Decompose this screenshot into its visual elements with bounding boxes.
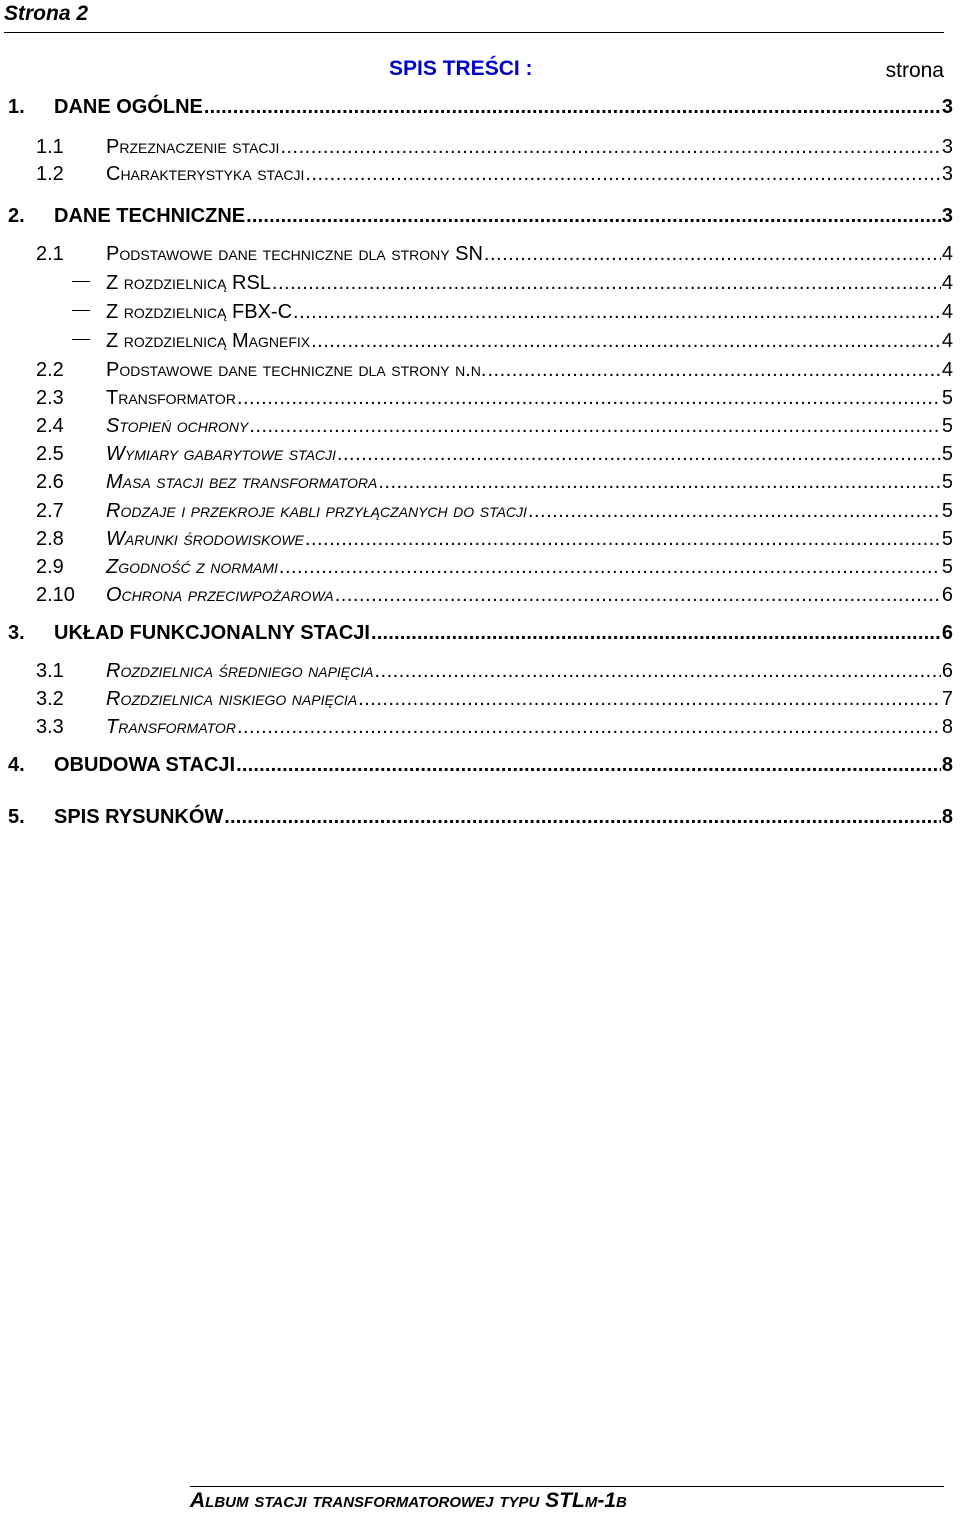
toc-leader-dots — [375, 660, 941, 683]
toc-entry-number: 1.1 — [36, 136, 64, 158]
toc-entry-title: Podstawowe dane techniczne dla strony SN — [106, 243, 483, 265]
toc-entry-number: 2.10 — [36, 584, 75, 606]
toc-entry-title: Zgodność z normami — [106, 556, 278, 578]
toc-leader-dots — [337, 443, 941, 466]
toc-entry[interactable] — [0, 584, 960, 608]
toc-leader-dots — [305, 528, 941, 551]
toc-entry-page: 8 — [941, 806, 953, 828]
toc-entry-number: 3.3 — [36, 716, 64, 738]
toc-entry-page: 6 — [941, 584, 953, 606]
toc-entry-page: 8 — [941, 716, 953, 738]
toc-entry-title: Charakterystyka stacji — [106, 163, 305, 185]
toc-entry-page: 6 — [941, 622, 953, 644]
toc-entry-page: 4 — [941, 359, 953, 381]
toc-entry-page: 4 — [941, 272, 953, 294]
toc-leader-dots — [305, 163, 940, 186]
toc-entry-number: 3.1 — [36, 660, 64, 682]
toc-entry-page: 8 — [941, 754, 953, 776]
toc-entry-page: 4 — [941, 330, 953, 352]
toc-entry-title: Z rozdzielnicą Magnefix — [106, 330, 311, 352]
toc-leader-dots — [204, 96, 941, 119]
toc-entry[interactable] — [0, 205, 960, 229]
toc-entry-title: Ochrona przeciwpożarowa — [106, 584, 334, 606]
toc-entry-title: Stopień ochrony — [106, 415, 249, 437]
toc-entry-number: 2.7 — [36, 500, 64, 522]
toc-leader-dots — [528, 500, 941, 523]
toc-entry[interactable] — [0, 688, 960, 712]
toc-leader-dots — [487, 359, 940, 382]
toc-entry[interactable] — [0, 716, 960, 740]
toc-entry-title: Masa stacji bez transformatora — [106, 471, 378, 493]
toc-entry-title: Przeznaczenie stacji — [106, 136, 280, 158]
toc-entry-page: 5 — [941, 443, 953, 465]
toc-entry-title: Rozdzielnica średniego napięcia — [106, 660, 374, 682]
toc-leader-dots — [358, 688, 941, 711]
toc-leader-dots — [293, 301, 941, 324]
dash-bullet-icon — [0, 330, 106, 353]
toc-entry[interactable] — [0, 272, 960, 296]
toc-entry-number: 3. — [8, 622, 25, 644]
toc-leader-dots — [237, 387, 941, 410]
toc-entry[interactable] — [0, 359, 960, 383]
toc-leader-dots — [237, 716, 941, 739]
toc-entry-page: 6 — [941, 660, 953, 682]
toc-entry-page: 4 — [941, 243, 953, 265]
toc-entry-title: OBUDOWA STACJI — [54, 754, 236, 776]
footer-divider — [190, 1486, 944, 1487]
toc-entry-title: Rodzaje i przekroje kabli przyłączanych do stacji — [106, 500, 527, 522]
toc-title: SPIS TREŚCI : — [389, 57, 533, 80]
toc-leader-dots — [249, 415, 941, 438]
toc-entry-number: 1.2 — [36, 163, 64, 185]
toc-entry[interactable] — [0, 387, 960, 411]
toc-entry-number: 2.4 — [36, 415, 64, 437]
toc-entry[interactable] — [0, 556, 960, 580]
toc-entry-title: DANE TECHNICZNE — [54, 205, 246, 227]
toc-entry[interactable] — [0, 500, 960, 524]
toc-entry[interactable] — [0, 136, 960, 160]
toc-entry-title: SPIS RYSUNKÓW — [54, 806, 224, 828]
toc-entry[interactable] — [0, 443, 960, 467]
toc-leader-dots — [224, 806, 941, 829]
toc-entry-number: 2.3 — [36, 387, 64, 409]
toc-entry-page: 5 — [941, 387, 953, 409]
toc-entry-page: 7 — [941, 688, 953, 710]
toc-leader-dots — [279, 556, 941, 579]
toc-leader-dots — [335, 584, 941, 607]
toc-entry-page: 3 — [941, 163, 953, 185]
toc-entry[interactable] — [0, 806, 960, 830]
toc-entry[interactable] — [0, 163, 960, 187]
toc-entry[interactable] — [0, 330, 960, 354]
toc-entry-number: 5. — [8, 806, 25, 828]
toc-entry[interactable] — [0, 622, 960, 646]
toc-entry-number: 2.8 — [36, 528, 64, 550]
toc-entry-title: DANE OGÓLNE — [54, 96, 203, 118]
toc-entry-page: 3 — [941, 96, 953, 118]
dash-bullet-icon — [0, 301, 106, 324]
toc-entry-page: 5 — [941, 471, 953, 493]
toc-entry[interactable] — [0, 660, 960, 684]
toc-leader-dots — [280, 136, 940, 159]
toc-entry-page: 5 — [941, 500, 953, 522]
header-divider — [4, 32, 944, 33]
page-footer — [0, 1486, 960, 1513]
toc-leader-dots — [272, 272, 941, 295]
toc-entry-title: Rozdzielnica niskiego napięcia — [106, 688, 358, 710]
toc-entry-title: Podstawowe dane techniczne dla strony n.n. — [106, 359, 487, 381]
page-header — [0, 0, 960, 34]
toc-entry-number: 2.6 — [36, 471, 64, 493]
toc-entry-number: 3.2 — [36, 688, 64, 710]
toc-entry-number: 4. — [8, 754, 25, 776]
toc-entry-page: 5 — [941, 556, 953, 578]
toc-entry[interactable] — [0, 471, 960, 495]
toc-entry-page: 5 — [941, 415, 953, 437]
toc-entry-title: UKŁAD FUNKCJONALNY STACJI — [54, 622, 370, 644]
toc-entry-title: Z rozdzielnicą RSL — [106, 272, 271, 294]
toc-entry-title: Transformator — [106, 716, 236, 738]
toc-leader-dots — [484, 243, 941, 266]
toc-entry[interactable] — [0, 96, 960, 120]
footer-album-title: Album stacji transformatorowej typu STLm-1b — [190, 1489, 627, 1512]
dash-bullet-icon — [0, 272, 106, 295]
toc-entry[interactable] — [0, 243, 960, 267]
toc-leader-dots — [378, 471, 941, 494]
toc-leader-dots — [371, 622, 941, 645]
toc-entry-title: Warunki środowiskowe — [106, 528, 304, 550]
toc-entry-number: 2. — [8, 205, 25, 227]
toc-entry[interactable] — [0, 528, 960, 552]
toc-entry-title: Transformator — [106, 387, 236, 409]
toc-leader-dots — [236, 754, 941, 777]
toc-entry-number: 2.1 — [36, 243, 64, 265]
toc-entry-number: 2.9 — [36, 556, 64, 578]
toc-entry[interactable] — [0, 754, 960, 778]
toc-entry-page: 5 — [941, 528, 953, 550]
toc-entry-number: 2.5 — [36, 443, 64, 465]
page-number-title: Strona 2 — [4, 2, 89, 25]
toc-entry[interactable] — [0, 415, 960, 439]
toc-entry-title: Z rozdzielnicą FBX-C — [106, 301, 293, 323]
toc-entry-number: 1. — [8, 96, 25, 118]
toc-heading — [0, 55, 960, 85]
toc-entry-title: Wymiary gabarytowe stacji — [106, 443, 336, 465]
toc-entry[interactable] — [0, 301, 960, 325]
toc-page-column-label: strona — [885, 59, 944, 82]
toc-entry-number: 2.2 — [36, 359, 64, 381]
toc-entry-page: 4 — [941, 301, 953, 323]
toc-entry-page: 3 — [941, 205, 953, 227]
toc-entry-page: 3 — [941, 136, 953, 158]
toc-leader-dots — [311, 330, 941, 353]
toc-leader-dots — [246, 205, 941, 228]
